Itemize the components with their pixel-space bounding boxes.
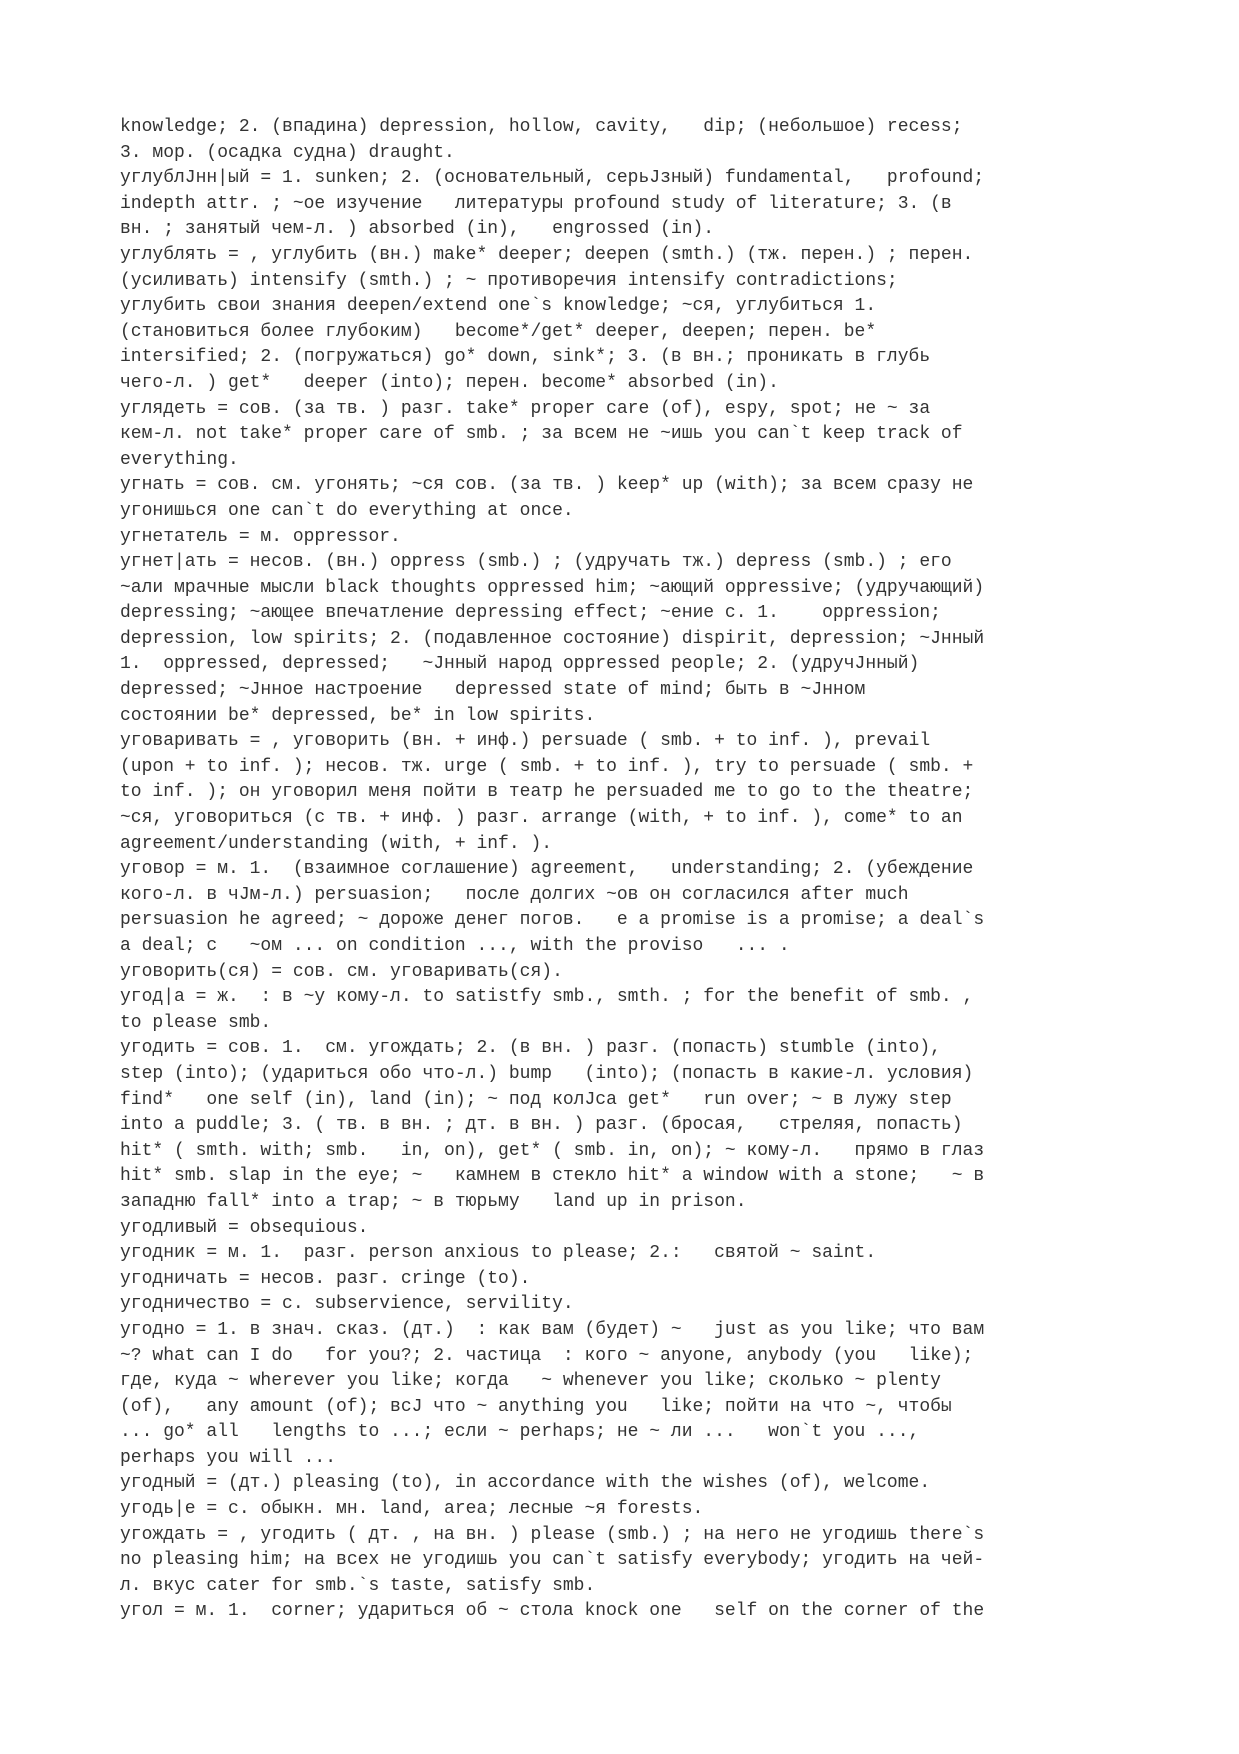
text-line: угнетатель = м. oppressor. <box>120 526 401 547</box>
text-line: perhaps you will ... <box>120 1447 337 1468</box>
text-line: ~? what can I do for you?; 2. частица : кого ~ anyone, anybody (you like); <box>120 1345 974 1366</box>
text-line: (становиться более глубоким) become*/get* deeper, deepen; перен. be* <box>120 321 877 342</box>
text-line: knowledge; 2. (впадина) depression, hollow, cavity, dip; (небольшое) recess; <box>120 117 963 137</box>
text-line: everything. <box>120 449 239 470</box>
text-line: угодник = м. 1. разг. person anxious to please; 2.: святой ~ saint. <box>120 1243 877 1264</box>
text-line: чего-л. ) get* deeper (into); перен. become* absorbed (in). <box>120 372 779 393</box>
text-line: to inf. ); он уговорил меня пойти в театр he persuaded me to go to the theatre; <box>120 782 974 803</box>
text-line: угодный = (дт.) pleasing (to), in accordance with the wishes (of), welcome. <box>120 1473 931 1494</box>
text-line: углядеть = сов. (за тв. ) разг. take* proper care (of), espy, spot; не ~ за <box>120 398 931 419</box>
text-line: step (into); (удариться обо что-л.) bump (into); (попасть в какие-л. условия) <box>120 1063 974 1084</box>
text-line: угождать = , угодить ( дт. , на вн. ) please (smb.) ; на него не угодишь there`s <box>120 1524 985 1545</box>
text-line: to please smb. <box>120 1012 272 1033</box>
text-line: угодливый = obsequious. <box>120 1217 369 1238</box>
text-line: indepth attr. ; ~ое изучение литературы profound study of literature; 3. (в <box>120 193 952 214</box>
text-line: углубить свои знания deepen/extend one`s knowledge; ~ся, углубиться 1. <box>120 296 877 317</box>
text-line: (усиливать) intensify (smth.) ; ~ противоречия intensify contradictions; <box>120 270 898 291</box>
text-line: уговорить(ся) = сов. см. уговаривать(ся). <box>120 961 563 982</box>
text-line: ... go* all lengths to ...; если ~ perhaps; не ~ ли ... won`t you ..., <box>120 1422 920 1443</box>
text-line: угол = м. 1. corner; удариться об ~ стола knock one self on the corner of the <box>120 1601 985 1622</box>
text-line: (upon + to inf. ); несов. тж. urge ( smb. + to inf. ), try to persuade ( smb. + <box>120 756 974 777</box>
text-line: углублJнн|ый = 1. sunken; 2. (основательный, серьJзный) fundamental, profound; <box>120 168 985 189</box>
text-line: into a puddle; 3. ( тв. в вн. ; дт. в вн. ) разг. (бросая, стреляя, попасть) <box>120 1115 963 1136</box>
text-line: угодно = 1. в знач. сказ. (дт.) : как вам (будет) ~ just as you like; что вам <box>120 1319 985 1340</box>
text-line: depressed; ~Jнное настроение depressed state of mind; быть в ~Jнном <box>120 680 866 701</box>
text-line: intersified; 2. (погружаться) go* down, sink*; 3. (в вн.; проникать в глубь <box>120 347 931 368</box>
text-line: где, куда ~ wherever you like; когда ~ whenever you like; сколько ~ plenty <box>120 1371 941 1392</box>
text-line: no pleasing him; на всех не угодишь you can`t satisfy everybody; угодить на чей- <box>120 1550 985 1571</box>
text-line: угонишься one can`t do everything at once. <box>120 500 574 521</box>
text-line: ~ся, уговориться (с тв. + инф. ) разг. arrange (with, + to inf. ), come* to an <box>120 808 963 829</box>
text-line: углублять = , углубить (вн.) make* deeper; deepen (smth.) (тж. перен.) ; перен. <box>120 244 974 265</box>
text-line: depressing; ~ающее впечатление depressing effect; ~ение с. 1. oppression; <box>120 603 941 624</box>
text-line: л. вкус cater for smb.`s taste, satisfy smb. <box>120 1575 596 1596</box>
text-line: угод|а = ж. : в ~у кому-л. to satistfy smb., smth. ; for the benefit of smb. , <box>120 987 974 1008</box>
text-line: 3. мор. (осадка судна) draught. <box>120 142 455 163</box>
text-line: угодничать = несов. разг. cringe (to). <box>120 1268 531 1289</box>
text-line: (of), any amount (of); всJ что ~ anything you like; пойти на что ~, чтобы <box>120 1396 952 1417</box>
text-line: persuasion he agreed; ~ дороже денег погов. e a promise is a promise; a deal`s <box>120 910 985 931</box>
text-line: угодь|е = с. обыкн. мн. land, area; лесные ~я forests. <box>120 1499 704 1520</box>
text-line: hit* ( smth. with; smb. in, on), get* ( smb. in, on); ~ кому-л. прямо в глаз <box>120 1140 985 1161</box>
text-line: find* one self (in), land (in); ~ под колJса get* run over; ~ в лужу step <box>120 1089 952 1110</box>
dictionary-page <box>120 115 1130 1625</box>
text-line: кем-л. not take* proper care of smb. ; за всем не ~ишь you can`t keep track of <box>120 424 963 445</box>
text-line: угодить = сов. 1. см. угождать; 2. (в вн. ) разг. (попасть) stumble (into), <box>120 1038 941 1059</box>
text-line: уговаривать = , уговорить (вн. + инф.) persuade ( smb. + to inf. ), prevail <box>120 731 931 752</box>
text-line: hit* smb. slap in the eye; ~ камнем в стекло hit* a window with a stone; ~ в <box>120 1166 985 1187</box>
text-line: depression, low spirits; 2. (подавленное состояние) dispirit, depression; ~Jнный <box>120 628 985 649</box>
text-line: угодничество = с. subservience, servility. <box>120 1294 574 1315</box>
text-line: угнать = сов. см. угонять; ~ся сов. (за тв. ) keep* up (with); за всем сразу не <box>120 475 974 496</box>
text-line: угнет|ать = несов. (вн.) oppress (smb.) ; (удручать тж.) depress (smb.) ; его <box>120 552 952 573</box>
text-line: уговор = м. 1. (взаимное соглашение) agreement, understanding; 2. (убеждение <box>120 859 974 880</box>
text-line: ~али мрачные мысли black thoughts oppressed him; ~ающий oppressive; (удручающий) <box>120 577 985 598</box>
text-line: кого-л. в чJм-л.) persuasion; после долгих ~ов он согласился after much <box>120 884 909 905</box>
text-line: 1. oppressed, depressed; ~Jнный народ oppressed people; 2. (удручJнный) <box>120 654 920 675</box>
text-line: вн. ; занятый чем-л. ) absorbed (in), engrossed (in). <box>120 219 715 240</box>
text-line: a deal; с ~ом ... on condition ..., with the proviso ... . <box>120 936 790 956</box>
text-line: agreement/understanding (with, + inf. ). <box>120 833 553 854</box>
text-line: состоянии be* depressed, be* in low spirits. <box>120 705 596 726</box>
text-line: западню fall* into a trap; ~ в тюрьму land up in prison. <box>120 1191 747 1212</box>
